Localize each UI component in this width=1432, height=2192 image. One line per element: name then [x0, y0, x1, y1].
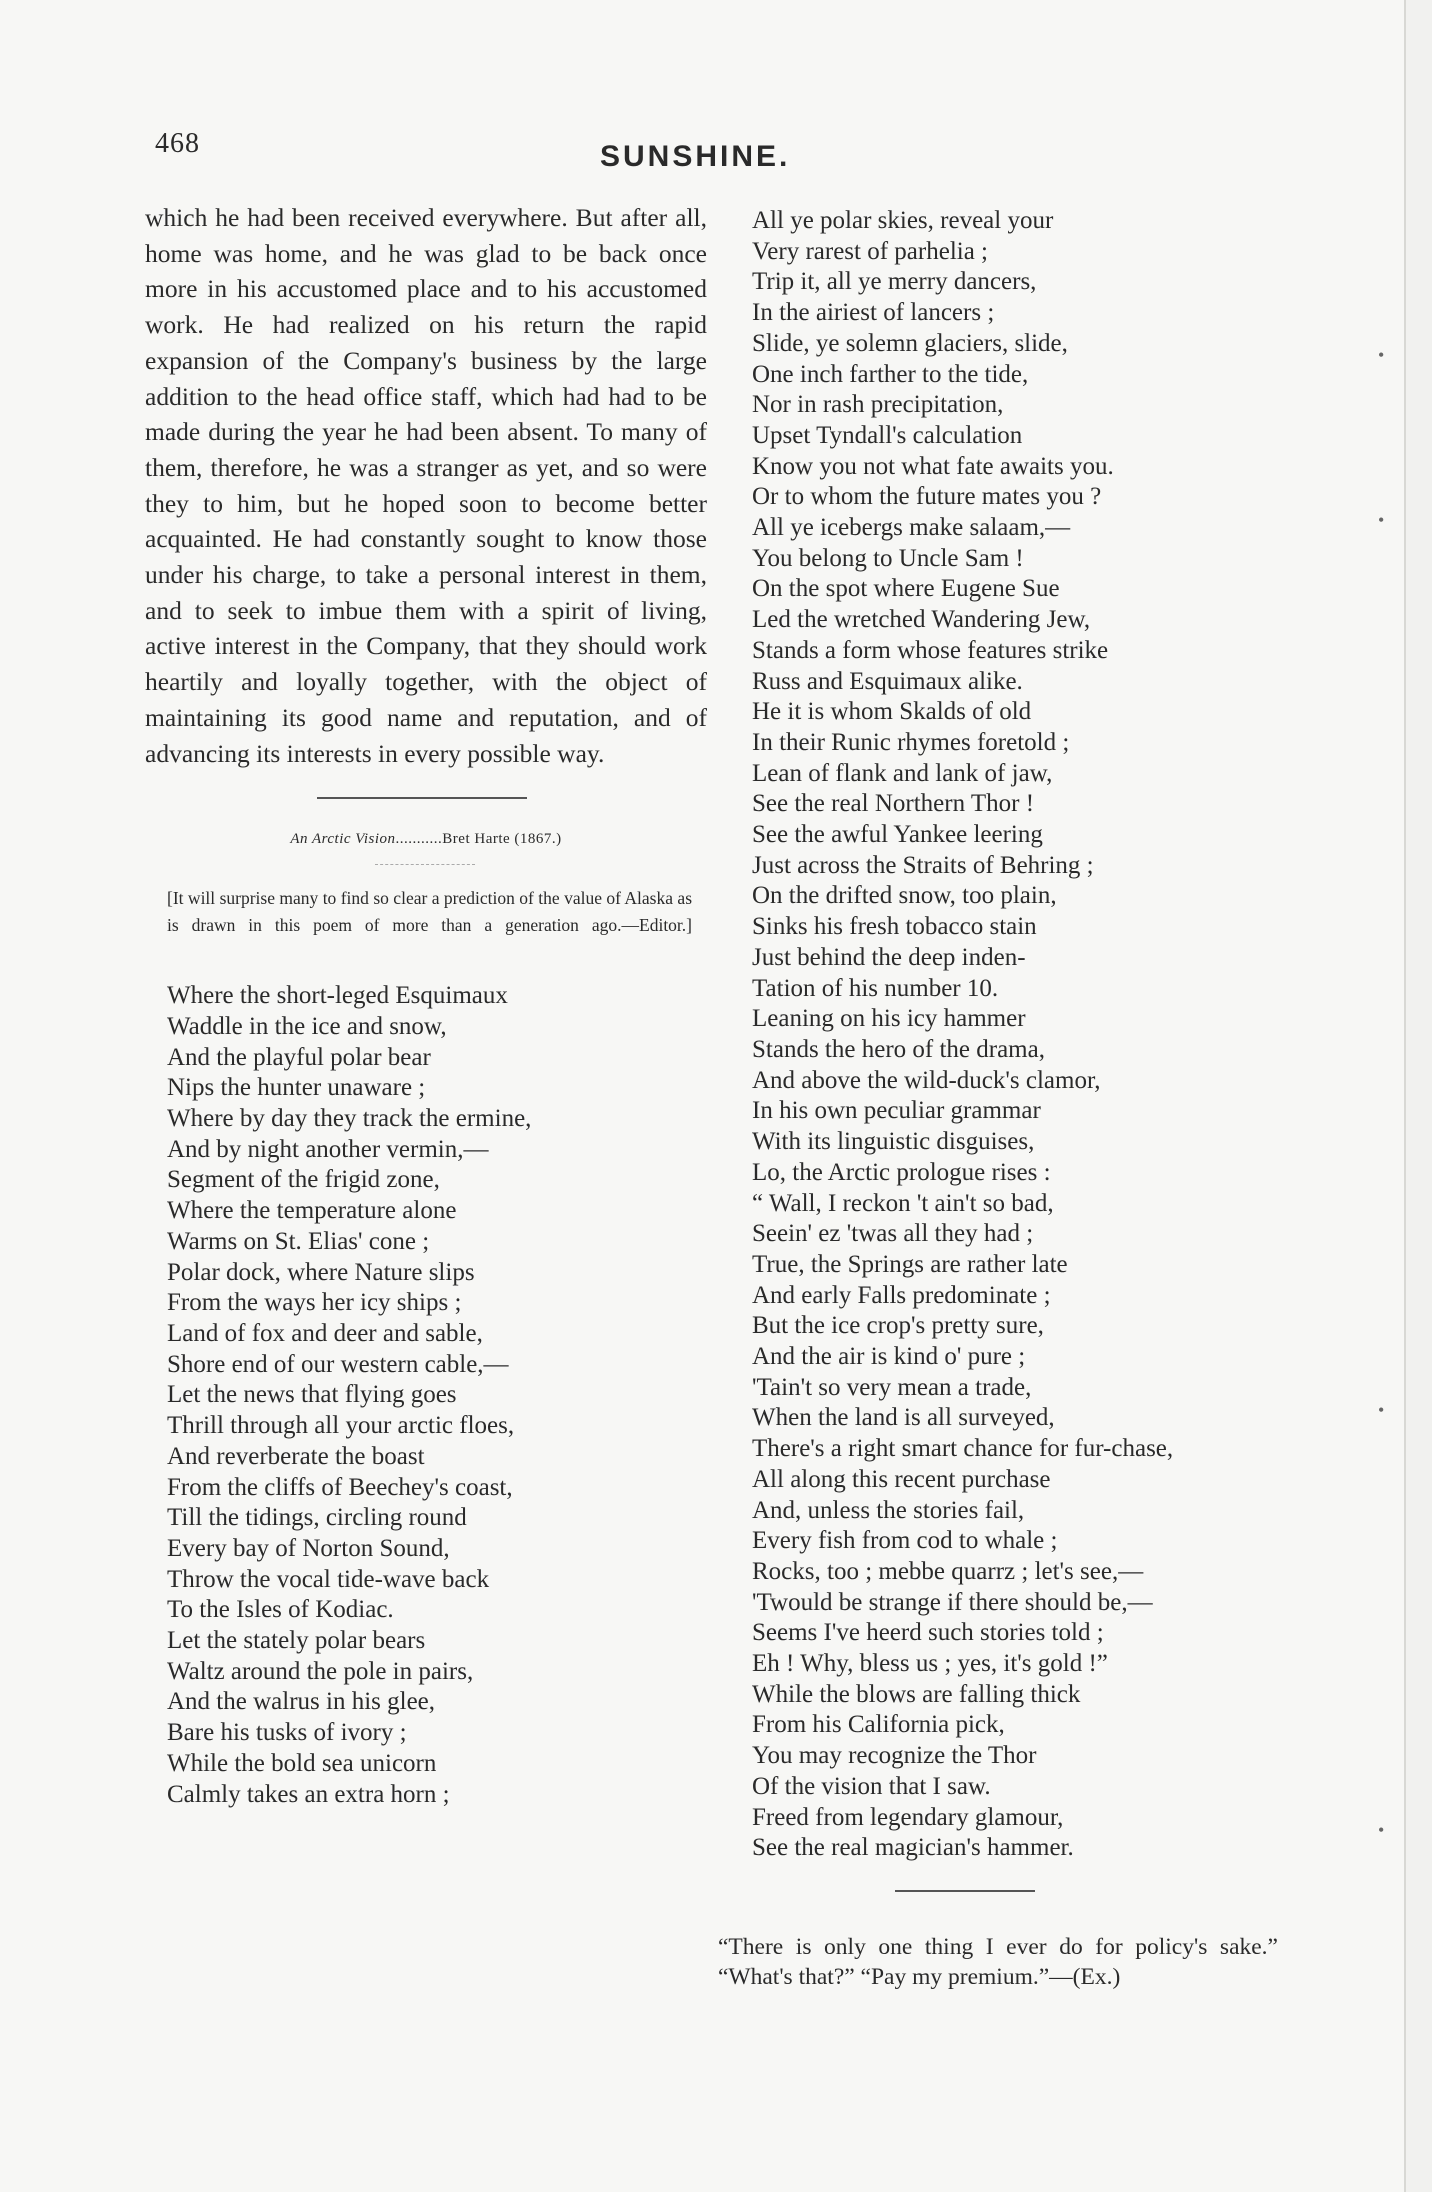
- poem-line: Stands the hero of the drama,: [752, 1035, 1045, 1063]
- poem-line: Tation of his number 10.: [752, 974, 999, 1002]
- poem-line: All along this recent purchase: [752, 1465, 1051, 1493]
- poem-line: Till the tidings, circling round: [167, 1504, 467, 1532]
- poem-line: Where by day they track the ermine,: [167, 1105, 532, 1133]
- poem-line: Waddle in the ice and snow,: [167, 1012, 447, 1040]
- poem-line: Trip it, all ye merry dancers,: [752, 268, 1037, 296]
- margin-mark: •: [1378, 510, 1385, 530]
- poem-line: All ye icebergs make salaam,—: [752, 514, 1071, 542]
- poem-line: And above the wild-duck's clamor,: [752, 1066, 1101, 1094]
- poem-line: And reverberate the boast: [167, 1442, 425, 1470]
- poem-line: Every bay of Norton Sound,: [167, 1534, 450, 1562]
- poem-line: Sinks his fresh tobacco stain: [752, 913, 1037, 941]
- poem-line: From his California pick,: [752, 1711, 1005, 1739]
- poem-line: Shore end of our western cable,—: [167, 1350, 509, 1378]
- poem-line: Rocks, too ; mebbe quarrz ; let's see,—: [752, 1557, 1144, 1585]
- poem-line: On the drifted snow, too plain,: [752, 882, 1057, 910]
- poem-line: In their Runic rhymes foretold ;: [752, 728, 1070, 756]
- poem-line: Russ and Esquimaux alike.: [752, 667, 1023, 695]
- right-column: [718, 206, 1284, 1992]
- poem-line: While the blows are falling thick: [752, 1680, 1081, 1708]
- poem-line: Led the wretched Wandering Jew,: [752, 606, 1091, 634]
- section-divider: [317, 797, 527, 799]
- poem-line: From the cliffs of Beechey's coast,: [167, 1473, 513, 1501]
- poem-line: Where the short-leged Esquimaux: [167, 982, 508, 1010]
- poem-line: Freed from legendary glamour,: [752, 1803, 1064, 1831]
- poem-line: Throw the vocal tide-wave back: [167, 1565, 490, 1593]
- poem-line: Just across the Straits of Behring ;: [752, 851, 1094, 879]
- page-number: 468: [155, 128, 200, 159]
- poem-line: From the ways her icy ships ;: [167, 1289, 462, 1317]
- poem-line: Know you not what fate awaits you.: [752, 452, 1114, 480]
- poem-line: Upset Tyndall's calculation: [752, 421, 1023, 449]
- poem-line: And by night another vermin,—: [167, 1135, 489, 1163]
- poem-line: See the awful Yankee leering: [752, 821, 1043, 849]
- poem-line: Seein' ez 'twas all they had ;: [752, 1220, 1034, 1248]
- poem-line: Slide, ye solemn glaciers, slide,: [752, 329, 1068, 357]
- poem-line: One inch farther to the tide,: [752, 360, 1029, 388]
- poem-line: To the Isles of Kodiac.: [167, 1596, 394, 1624]
- poem-line: And the playful polar bear: [167, 1043, 431, 1071]
- poem-line: Very rarest of parhelia ;: [752, 237, 988, 265]
- poem-line: But the ice crop's pretty sure,: [752, 1312, 1044, 1340]
- closing-quote: “There is only one thing I ever do for policy's sake.” “What's that?” “Pay my premium.”—(Ex.): [718, 1933, 1278, 1990]
- poem-line: Bare his tusks of ivory ;: [167, 1719, 407, 1747]
- poem-line: 'Twould be strange if there should be,—: [752, 1588, 1153, 1616]
- poem-line: There's a right smart chance for fur-chase,: [752, 1435, 1174, 1463]
- left-column: [145, 200, 707, 1810]
- poem-line: While the bold sea unicorn: [167, 1749, 437, 1777]
- margin-mark: •: [1378, 1820, 1385, 1840]
- poem-line: You may recognize the Thor: [752, 1742, 1037, 1770]
- margin-mark: •: [1378, 345, 1385, 365]
- article-paragraph: which he had been received everywhere. But after all, home was home, and he was glad to be back once more in his accustomed place and to his accustomed work. He had realized on his return the rapid expansion of the Company's business by the large addition to the head office staff, which had had to be made during the year he had been absent. To many of them, therefore, he was a stranger as yet, and so were they to him, but he hoped soon to become better acquainted. He had constantly sought to know those under his charge, to take a personal interest in them, and to seek to imbue them with a spirit of living, active interest in the Company, that they should work heartily and loyally together, with the object of maintaining its good name and reputation, and of advancing its interests in every possible way.: [145, 203, 707, 768]
- byline-leader: ...........: [395, 831, 443, 848]
- poem-line: See the real Northern Thor !: [752, 790, 1035, 818]
- poem-line: Seems I've heerd such stories told ;: [752, 1619, 1104, 1647]
- poem-line: Segment of the frigid zone,: [167, 1166, 440, 1194]
- poem-line: Stands a form whose features strike: [752, 636, 1109, 664]
- poem-line: Just behind the deep inden-: [752, 943, 1026, 971]
- poem-line: Or to whom the future mates you ?: [752, 483, 1102, 511]
- poem-line: Of the vision that I saw.: [752, 1772, 991, 1800]
- poem-line: And, unless the stories fail,: [752, 1496, 1025, 1524]
- poem-line: Polar dock, where Nature slips: [167, 1258, 475, 1286]
- poem-line: You belong to Uncle Sam !: [752, 544, 1024, 572]
- poem-line: On the spot where Eugene Sue: [752, 575, 1060, 603]
- poem-line: In his own peculiar grammar: [752, 1097, 1041, 1125]
- poem-line: In the airiest of lancers ;: [752, 299, 995, 327]
- poem-line: 'Tain't so very mean a trade,: [752, 1373, 1032, 1401]
- poem-line: Let the stately polar bears: [167, 1627, 426, 1655]
- byline-divider: [375, 864, 475, 865]
- poem-line: Leaning on his icy hammer: [752, 1005, 1026, 1033]
- poem-line: Warms on St. Elias' cone ;: [167, 1227, 430, 1255]
- poem-line: Every fish from cod to whale ;: [752, 1527, 1058, 1555]
- poem-line: Where the temperature alone: [167, 1197, 457, 1225]
- poem-line: And the air is kind o' pure ;: [752, 1343, 1026, 1371]
- poem-line: He it is whom Skalds of old: [752, 698, 1032, 726]
- poem-line: Eh ! Why, bless us ; yes, it's gold !”: [752, 1650, 1108, 1678]
- poem-line: Waltz around the pole in pairs,: [167, 1657, 474, 1685]
- poem-line: Let the news that flying goes: [167, 1381, 457, 1409]
- poem-byline: [145, 831, 707, 848]
- poem-line: Thrill through all your arctic floes,: [167, 1412, 515, 1440]
- poem-line: Lean of flank and lank of jaw,: [752, 759, 1053, 787]
- poem-line: And early Falls predominate ;: [752, 1281, 1051, 1309]
- poem-title: An Arctic Vision: [290, 831, 396, 848]
- poem-line: All ye polar skies, reveal your: [752, 207, 1054, 234]
- poem-line: Land of fox and deer and sable,: [167, 1319, 483, 1347]
- poem-line: True, the Springs are rather late: [752, 1250, 1068, 1278]
- poem-line: With its linguistic disguises,: [752, 1128, 1035, 1156]
- poem-line: Calmly takes an extra horn ;: [167, 1780, 450, 1808]
- poem-line: “ Wall, I reckon 't ain't so bad,: [752, 1189, 1054, 1217]
- poem-stanza-right: [752, 206, 1284, 1864]
- running-title: SUNSHINE.: [600, 140, 791, 173]
- poem-line: And the walrus in his glee,: [167, 1688, 436, 1716]
- poem-line: Nor in rash precipitation,: [752, 391, 1004, 419]
- section-divider-right: [895, 1890, 1035, 1892]
- poem-line: When the land is all surveyed,: [752, 1404, 1055, 1432]
- poem-line: Lo, the Arctic prologue rises :: [752, 1158, 1051, 1186]
- poem-stanza-left: [145, 981, 707, 1810]
- editor-note: [It will surprise many to find so clear a prediction of the value of Alaska as is drawn in this poem of more than a generation ago.—Editor.]: [167, 888, 692, 936]
- margin-mark: •: [1378, 1400, 1385, 1420]
- poem-line: See the real magician's hammer.: [752, 1834, 1074, 1862]
- poem-line: Nips the hunter unaware ;: [167, 1074, 426, 1102]
- article-continuation: [145, 200, 707, 771]
- poem-author: Bret Harte (1867.): [442, 831, 562, 848]
